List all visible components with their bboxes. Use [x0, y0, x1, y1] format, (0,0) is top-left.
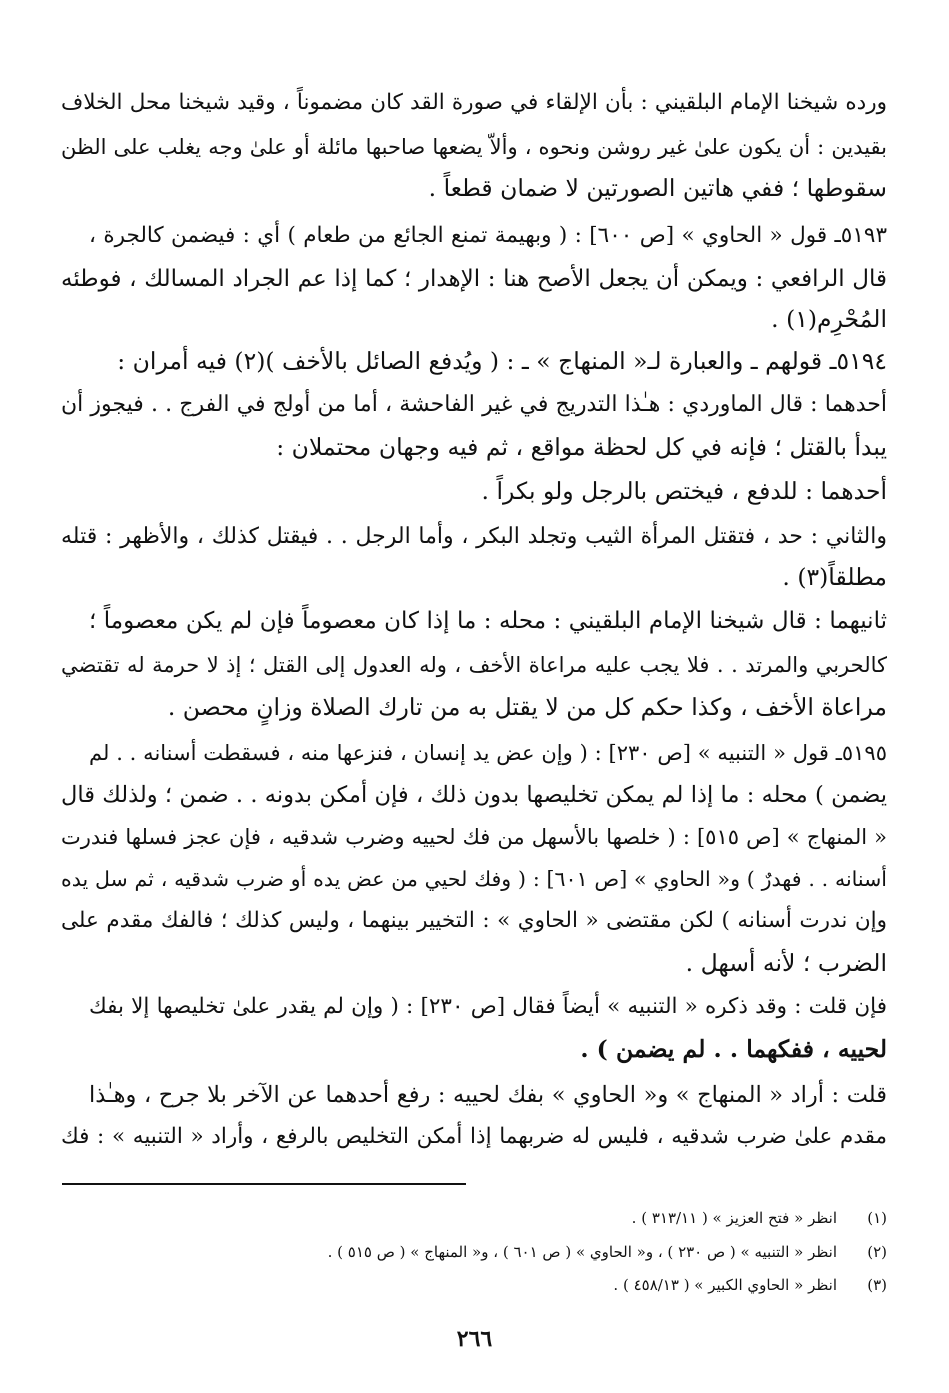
text-line: مراعاة الأخف ، وكذا حكم كل من لا يقتل به من تارك الصلاة وزانٍ محصن .	[167, 693, 887, 721]
text-line: أحدهما : قال الماوردي : هـٰذا التدريج في غير الفاحشة ، أما من أولج في الفرج . . فيجوز أن	[61, 392, 887, 417]
text-line: ورده شيخنا الإمام البلقيني : بأن الإلقاء في صورة القد كان مضموناً ، وقيد شيخنا محل الخلاف	[61, 90, 887, 115]
footnote	[632, 1206, 887, 1230]
text-line: « المنهاج » [ص ٥١٥] : ( خلصها بالأسهل من فك لحييه وضرب شدقيه ، فإن عجز فسلها فندرت	[61, 825, 887, 849]
text-line: قال الرافعي : ويمكن أن يجعل الأصح هنا : الإهدار ؛ كما إذا عم الجراد المسالك ، فوطئه	[61, 266, 887, 292]
text-line: الضرب ؛ لأنه أسهل .	[685, 949, 887, 977]
text-line: ٥١٩٣ـ قول « الحاوي » [ص ٦٠٠] : ( وبهيمة تمنع الجائع من طعام ) أي : فيضمن كالجرة ،	[89, 223, 887, 248]
text-line: كالحربي والمرتد . . فلا يجب عليه مراعاة الأخف ، وله العدول إلى القتل ؛ إذ لا حرمة له تقتضي	[61, 653, 887, 677]
text-line: فإن قلت : وقد ذكره « التنبيه » أيضاً فقال [ص ٢٣٠] : ( وإن لم يقدر علىٰ تخليصها إلا بفك	[89, 994, 887, 1019]
footnote-text: انظر « الحاوي الكبير » ( ٤٥٨/١٣ ) .	[613, 1276, 837, 1294]
text-line: أحدهما : للدفع ، فيختص بالرجل ولو بكراً .	[481, 477, 887, 505]
text-line: لحييه ، ففكهما . . لم يضمن ) .	[580, 1035, 887, 1063]
text-line: وإن ندرت أسنانه ) لكن مقتضى « الحاوي » : التخيير بينهما ، وليس كذلك ؛ فالفك مقدم على	[61, 908, 887, 933]
text-line: سقوطها ؛ ففي هاتين الصورتين لا ضمان قطعاً .	[428, 174, 887, 202]
text-line: يبدأ بالقتل ؛ فإنه في كل لحظة مواقع ، ثم فيه وجهان محتملان :	[276, 433, 887, 461]
footnote-number: (٣)	[867, 1276, 887, 1294]
footnote-divider	[62, 1183, 466, 1185]
text-line: قلت : أراد « المنهاج » و« الحاوي » بفك لحييه : رفع أحدهما عن الآخر بلا جرح ، وهـٰذا	[89, 1082, 887, 1108]
text-line: ٥١٩٥ـ قول « التنبيه » [ص ٢٣٠] : ( وإن عض يد إنسان ، فنزعها منه ، فسقطت أسنانه . . لم	[89, 741, 887, 765]
footnote-text: انظر « فتح العزيز » ( ٣١٣/١١ ) .	[631, 1209, 837, 1227]
footnote	[328, 1240, 887, 1264]
text-line: ٥١٩٤ـ قولهم ـ والعبارة لـ« المنهاج » ـ : ( ويُدفع الصائل بالأخف )(٢) فيه أمران :	[117, 347, 887, 375]
text-line: يضمن ) محله : ما إذا لم يمكن تخليصها بدون ذلك ، فإن أمكن بدونه . . ضمن ؛ ولذلك قال	[61, 782, 887, 808]
footnote-text: انظر « التنبيه » ( ص ٢٣٠ ) ، و« الحاوي » ( ص ٦٠١ ) ، و« المنهاج » ( ص ٥١٥ ) .	[327, 1243, 837, 1261]
footnote	[613, 1273, 887, 1297]
text-line: مقدم علىٰ ضرب شدقيه ، فليس له ضربهما إذا أمكن التخليص بالرفع ، وأراد « التنبيه » : فك	[61, 1124, 887, 1149]
text-line: مطلقاً(٣) .	[782, 563, 887, 591]
footnote-number: (١)	[867, 1209, 887, 1227]
text-line: والثاني : حد ، فتقتل المرأة الثيب وتجلد البكر ، وأما الرجل . . فيقتل كذلك ، والأظهر : قتله	[61, 524, 887, 549]
text-line: ثانيهما : قال شيخنا الإمام البلقيني : محله : ما إذا كان معصوماً فإن لم يكن معصوماً ؛	[89, 608, 887, 634]
footnote-number: (٢)	[867, 1243, 887, 1261]
text-line: بقيدين : أن يكون علىٰ غير روشن ونحوه ، وألاّ يضعها صاحبها مائلة أو علىٰ وجه يغلب على الظن	[61, 135, 887, 159]
text-line: المُحْرِم(١) .	[771, 305, 887, 333]
page-number: ٢٦٦	[456, 1326, 493, 1352]
text-line: أسنانه . . فهدرٌ ) و« الحاوي » [ص ٦٠١] : ( وفك لحيي من عض يده أو ضرب شدقيه ، ثم سل يده	[61, 867, 887, 891]
